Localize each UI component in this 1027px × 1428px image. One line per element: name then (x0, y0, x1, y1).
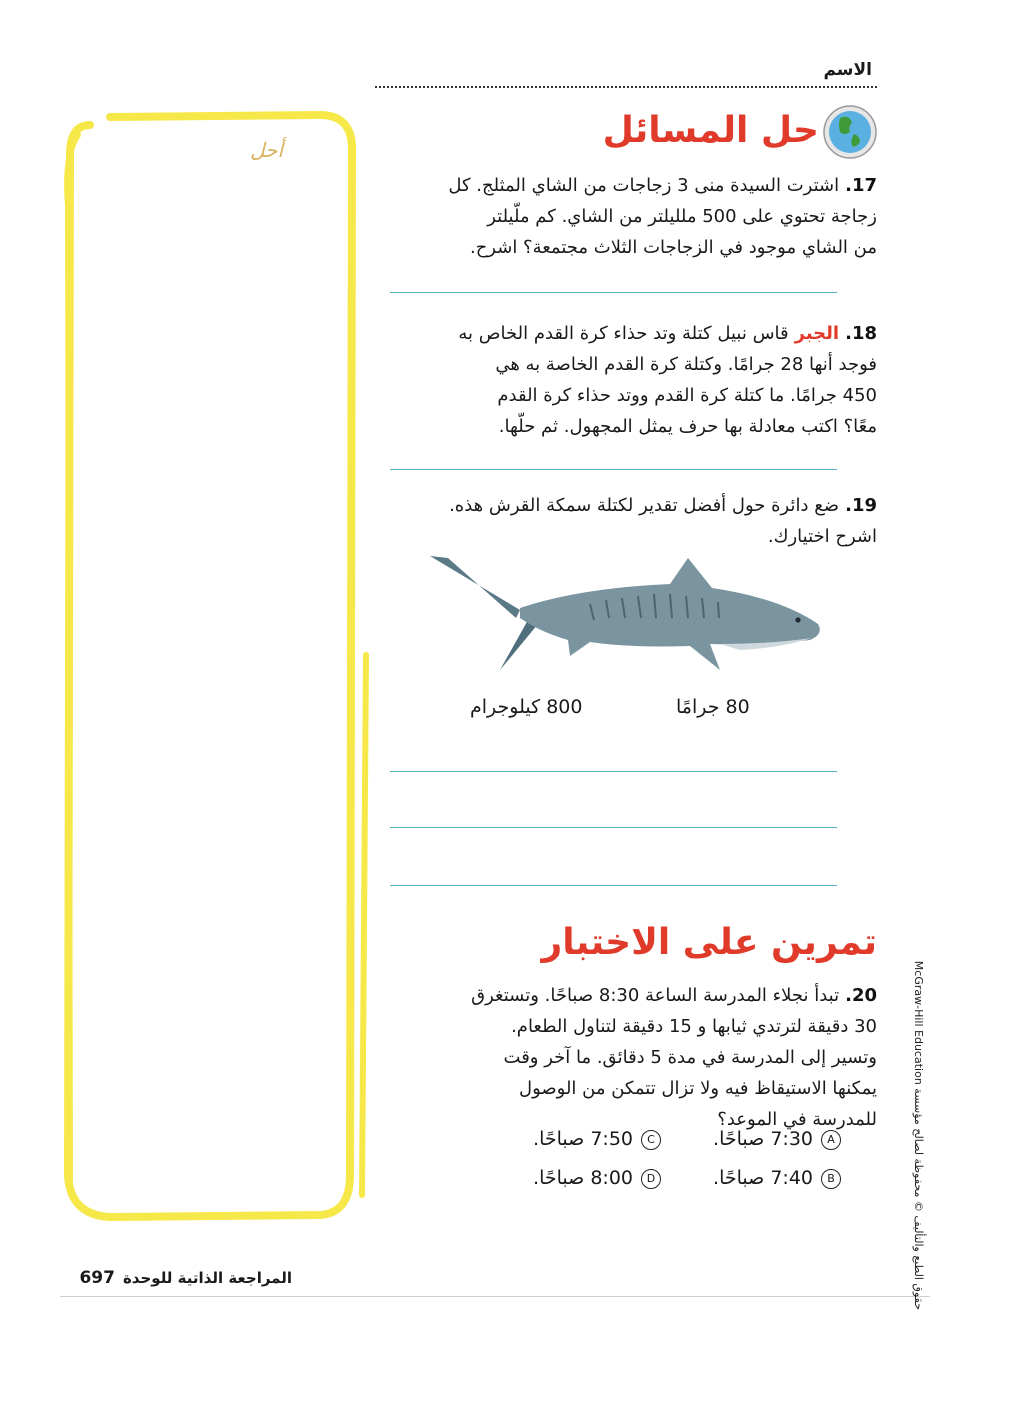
answer-line-18[interactable] (390, 469, 837, 470)
problem-18-line-3: 450 جرامًا. ما كتلة كرة القدم ووتد حذاء كرة القدم (497, 385, 877, 406)
section-title-problem-solving: حل المسائل (602, 110, 819, 151)
globe-icon (822, 104, 878, 160)
algebra-tag: الجبر (794, 323, 840, 344)
problem-17-line-1: 17.اشترت السيدة منى 3 زجاجات من الشاي المثلج. كل (448, 175, 877, 196)
problem-17 (448, 170, 877, 263)
copyright-sidebar: حقوق الطبع والتأليف © محفوظة لصالح مؤسسة McGraw-Hill Education (912, 960, 925, 1310)
choice-c-letter: C (641, 1130, 661, 1150)
choice-d-letter: D (641, 1169, 661, 1189)
name-label: الاسم (823, 60, 872, 80)
page-number: 697 (79, 1268, 115, 1288)
answer-line-19-2[interactable] (390, 827, 837, 828)
problem-18-line-1: 18.الجبرقاس نبيل كتلة وتد حذاء كرة القدم الخاص به (458, 323, 877, 344)
problem-17-number: 17. (845, 175, 877, 196)
bottom-rule (60, 1296, 930, 1297)
choice-a-letter: A (821, 1130, 841, 1150)
choice-d[interactable]: D8:00 صباحًا. (533, 1167, 661, 1189)
problem-20-line-4: يمكنها الاستيقاظ فيه ولا تزال تتمكن من الوصول (518, 1078, 877, 1099)
answer-line-19-1[interactable] (390, 771, 837, 772)
problem-19-line-2: اشرح اختيارك. (767, 526, 877, 547)
answer-line-17[interactable] (390, 292, 837, 293)
problem-17-line-2: زجاجة تحتوي على 500 ملليلتر من الشاي. كم ملّيلتر (487, 206, 877, 227)
choice-b[interactable]: B7:40 صباحًا. (713, 1167, 841, 1189)
problem-19-line-1: 19.ضع دائرة حول أفضل تقدير لكتلة سمكة القرش هذه. (449, 495, 877, 516)
problem-17-line-3: من الشاي موجود في الزجاجات الثلاث مجتمعة؟ اشرح. (469, 237, 877, 258)
answer-line-19-3[interactable] (390, 885, 837, 886)
name-line[interactable] (375, 86, 877, 88)
option-800-kilograms[interactable]: 800 كيلوجرام (470, 696, 583, 718)
choice-a[interactable]: A7:30 صباحًا. (713, 1128, 841, 1150)
problem-19 (449, 490, 877, 552)
shark-image (420, 548, 840, 678)
yellow-highlight-box (50, 95, 370, 1245)
problem-20-line-3: وتسير إلى المدرسة في مدة 5 دقائق. ما آخر وقت (503, 1047, 877, 1068)
footer-label: المراجعة الذاتية للوحدة (122, 1269, 292, 1287)
choice-c[interactable]: C7:50 صباحًا. (533, 1128, 661, 1150)
option-80-grams[interactable]: 80 جرامًا (676, 696, 750, 718)
problem-18 (458, 318, 877, 442)
problem-18-number: 18. (845, 323, 877, 344)
problem-20 (471, 980, 877, 1135)
footer (79, 1268, 292, 1288)
choice-b-letter: B (821, 1169, 841, 1189)
problem-18-line-4: معًا؟ اكتب معادلة بها حرف يمثل المجهول. ثم حلّها. (498, 416, 877, 437)
section-title-test-practice: تمرين على الاختبار (541, 922, 877, 963)
problem-20-line-2: 30 دقيقة لترتدي ثيابها و 15 دقيقة لتناول الطعام. (511, 1016, 877, 1037)
problem-19-number: 19. (845, 495, 877, 516)
problem-20-number: 20. (845, 985, 877, 1006)
problem-20-line-1: 20.تبدأ نجلاء المدرسة الساعة 8:30 صباحًا. وتستغرق (471, 985, 877, 1006)
problem-20-line-5: للمدرسة في الموعد؟ (717, 1109, 877, 1130)
handwritten-margin-note: أحل (250, 138, 284, 162)
problem-18-line-2: فوجد أنها 28 جرامًا. وكتلة كرة القدم الخاصة به هي (495, 354, 877, 375)
